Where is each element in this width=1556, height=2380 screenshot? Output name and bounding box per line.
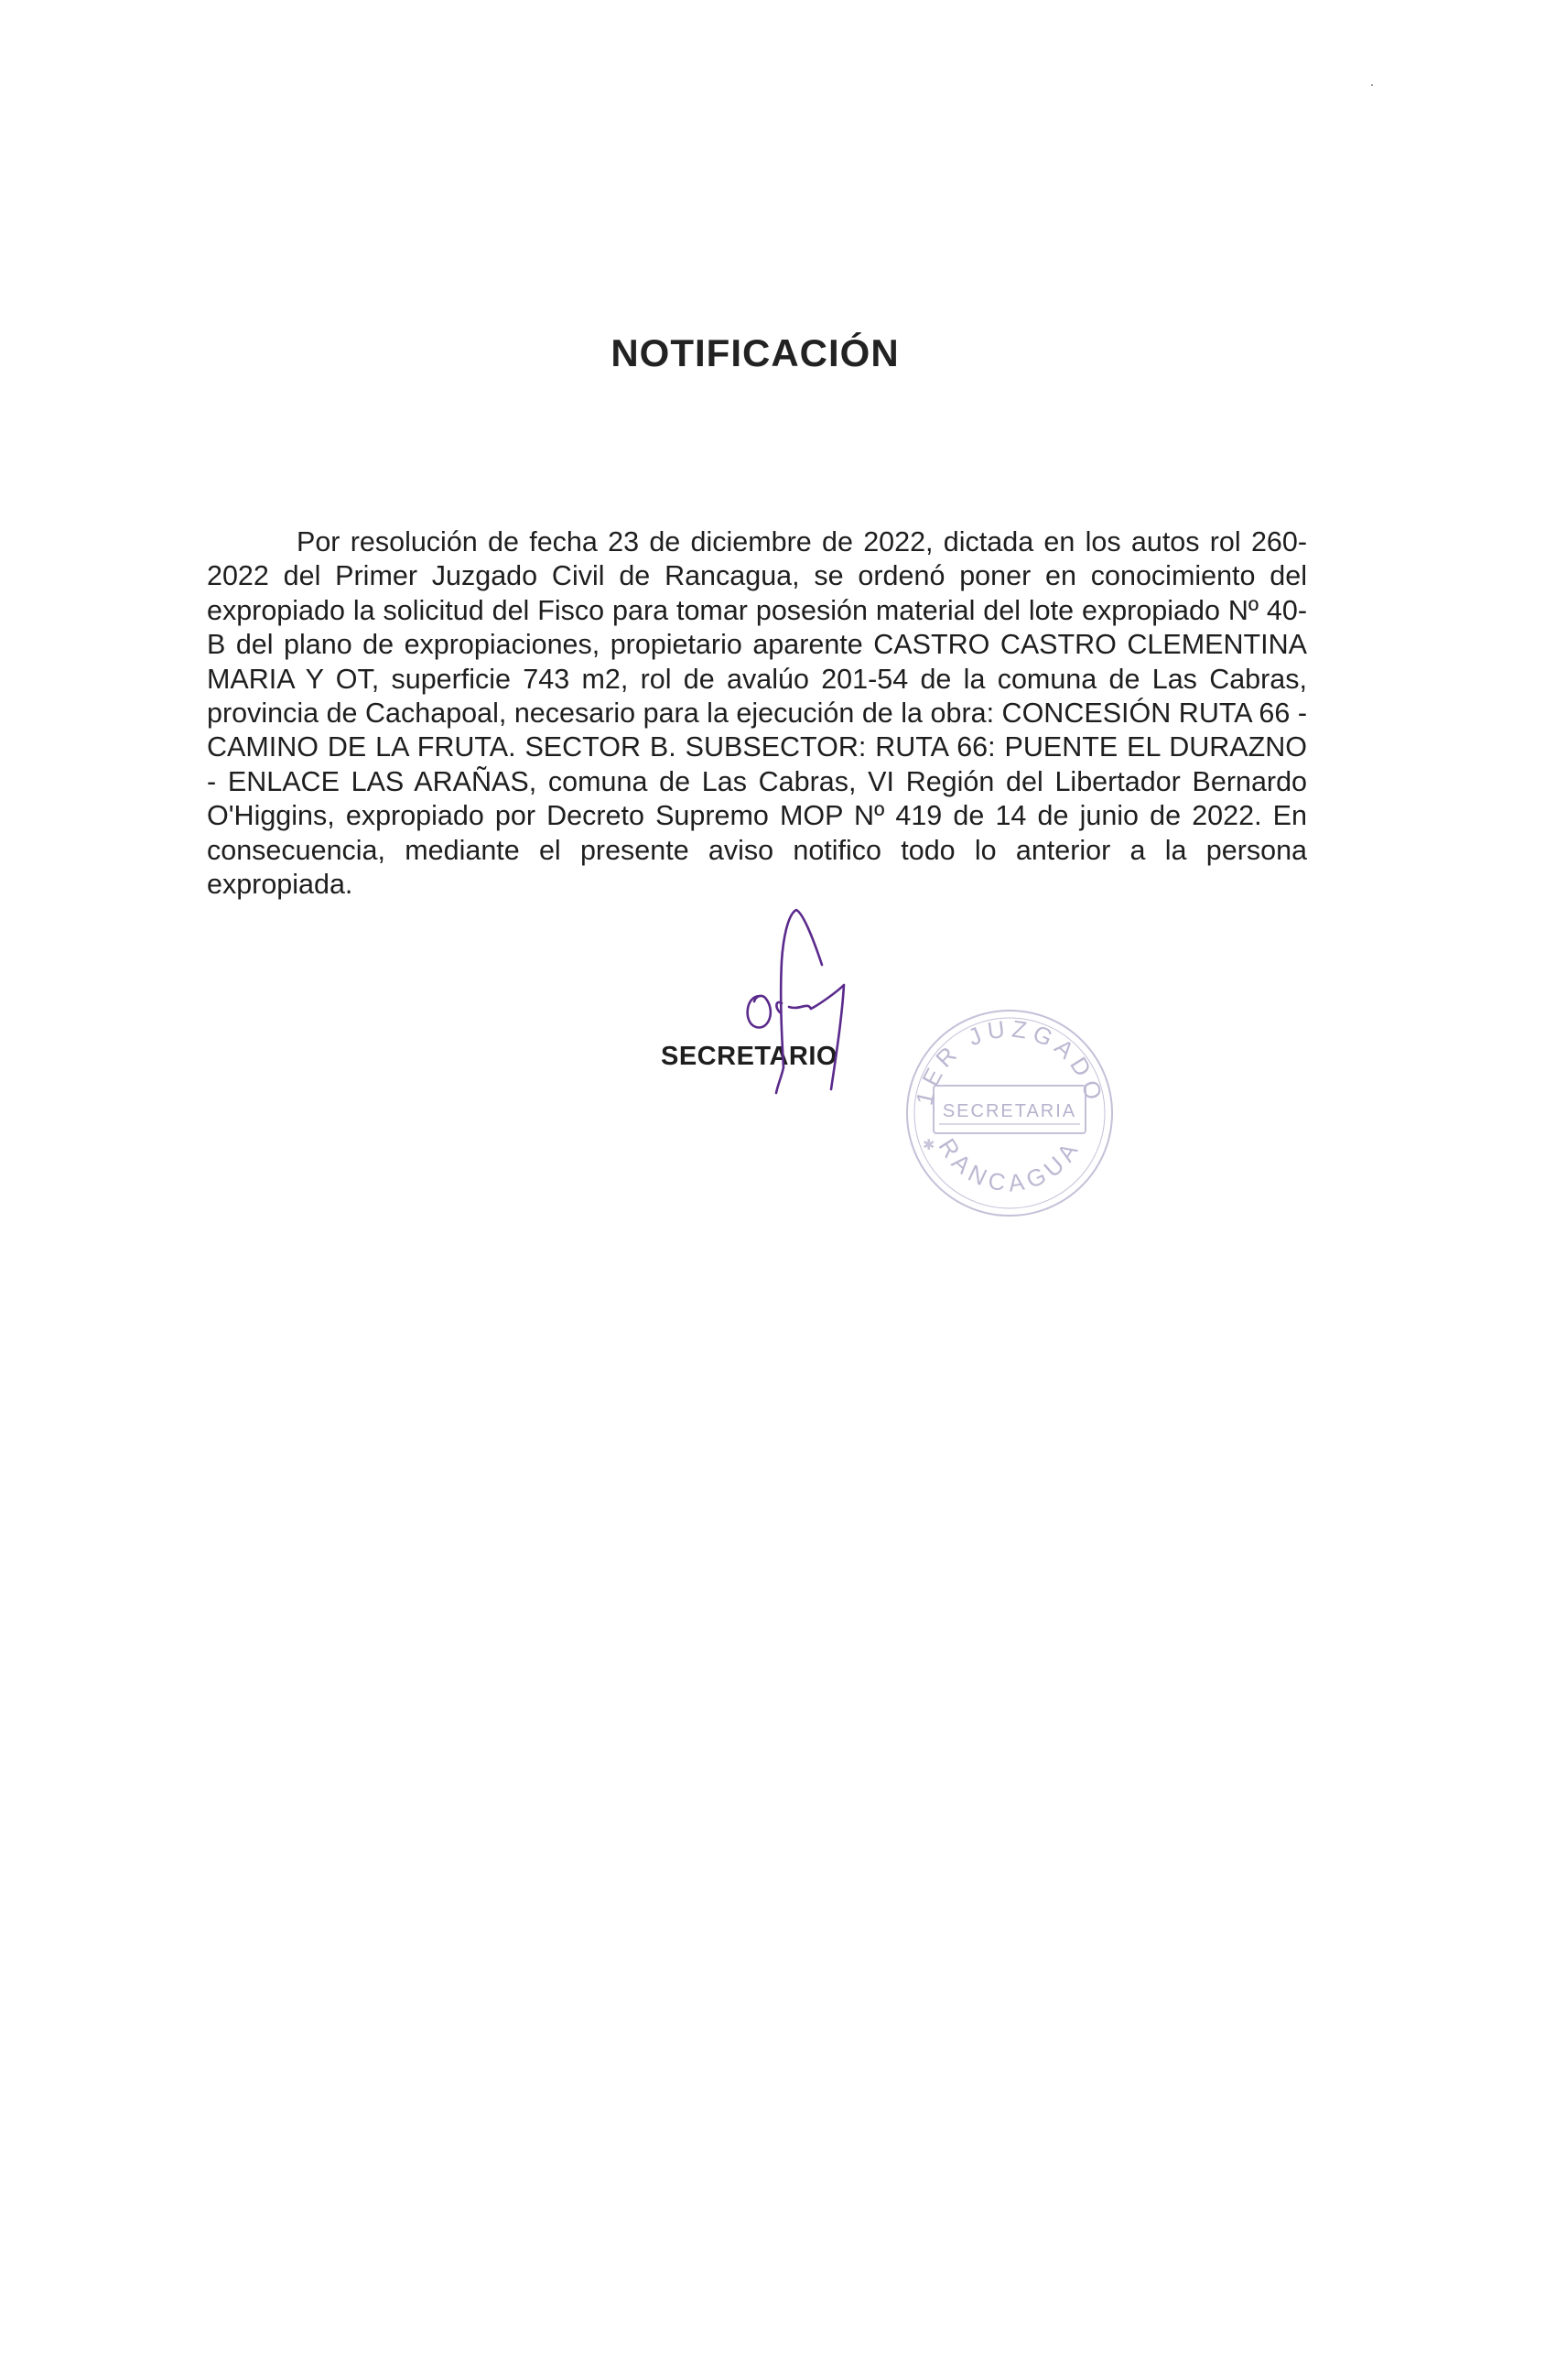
seal-top-text: 1ER JUZGADO	[910, 1014, 1109, 1109]
court-seal	[895, 996, 1124, 1225]
handwritten-signature	[741, 897, 897, 1108]
notification-body-text: Por resolución de fecha 23 de diciembre de 2022, dictada en los autos rol 260-2022 del Primer Juzgado Civil de Rancagua, se ordenó poner en conocimiento del expropiado la solicitud del Fisco para tomar posesión material del lote expropiado Nº 40-B del plano de expropiaciones, propietario aparente CASTRO CASTRO CLEMENTINA MARIA Y OT, superficie 743 m2, rol de avalúo 201-54 de la comuna de Las Cabras, provincia de Cachapoal, necesario para la ejecución de la obra: CONCESIÓN RUTA 66 - CAMINO DE LA FRUTA. SECTOR B. SUBSECTOR: RUTA 66: PUENTE EL DURAZNO - ENLACE LAS ARAÑAS, comuna de Las Cabras, VI Región del Libertador Bernardo O'Higgins, expropiado por Decreto Supremo MOP Nº 419 de 14 de junio de 2022. En consecuencia, mediante el presente aviso notifico todo lo anterior a la persona expropiada.	[207, 526, 1307, 901]
document-title: NOTIFICACIÓN	[611, 331, 900, 374]
seal-star-icon: ✱	[923, 1138, 935, 1153]
seal-bottom-text: RANCAGUA	[933, 1133, 1086, 1197]
signatory-label: SECRETARIO	[661, 1042, 837, 1071]
notification-body	[207, 525, 1307, 902]
scan-speck	[1371, 84, 1373, 86]
seal-center-text: SECRETARIA	[942, 1101, 1077, 1121]
